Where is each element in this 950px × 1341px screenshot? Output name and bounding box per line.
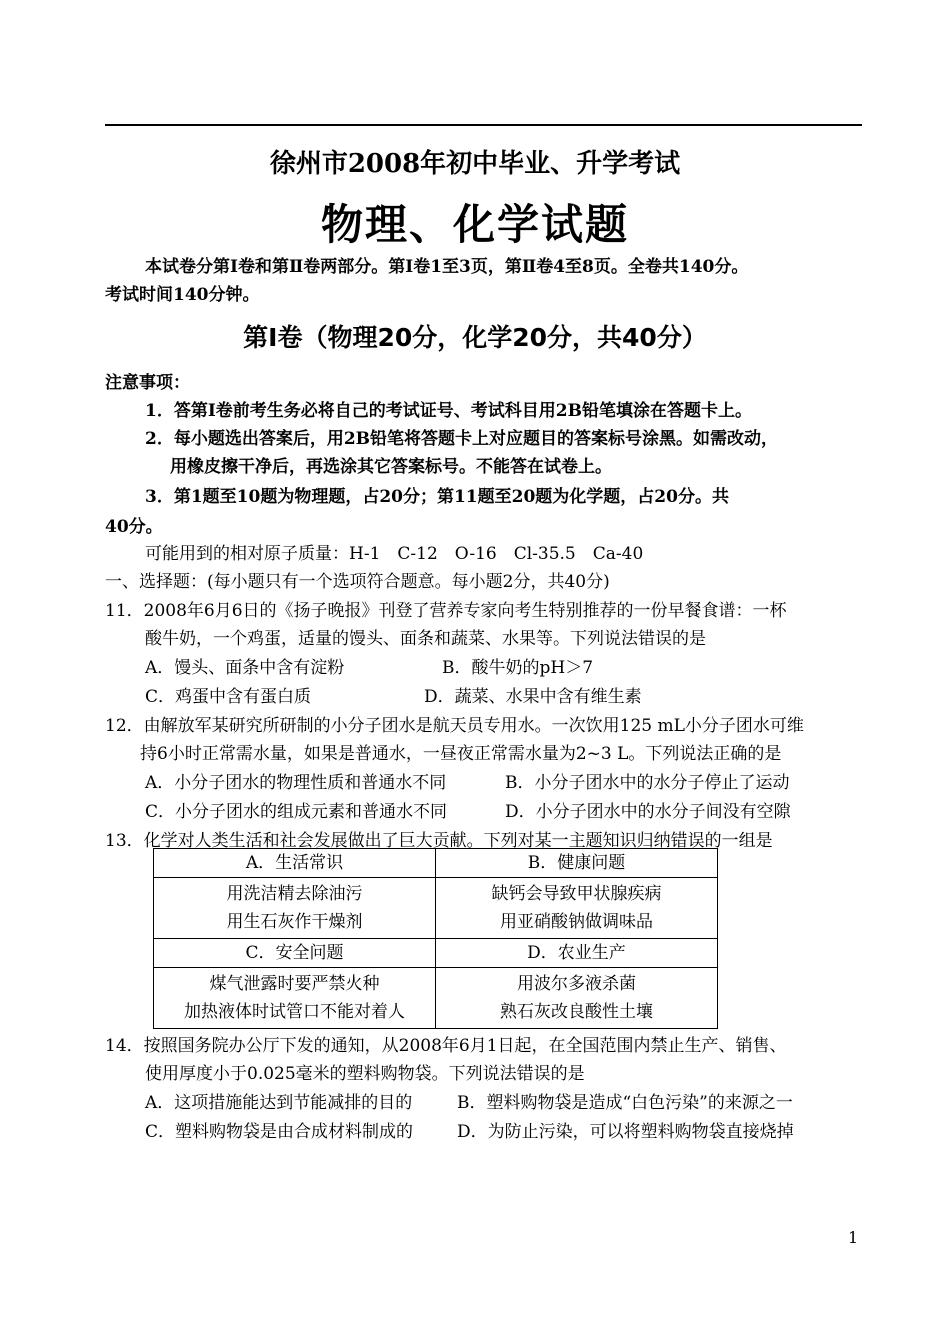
- q13-cell-d-head: D．农业生产: [436, 939, 718, 968]
- q13-cell-a-head: A．生活常识: [154, 849, 436, 878]
- q13-cell-b-head: B．健康问题: [436, 849, 718, 878]
- q13-d-item-1: 用波尔多液杀菌: [517, 974, 636, 994]
- q12-option-c: C．小分子团水的组成元素和普通水不同: [145, 802, 448, 822]
- q12-stem-line-1: 12．由解放军某研究所研制的小分子团水是航天员专用水。一次饮用125 mL小分子团水可维: [105, 716, 804, 736]
- page-number: 1: [848, 1228, 859, 1247]
- notice-item-2-cont: 用橡皮擦干净后，再选涂其它答案标号。不能答在试卷上。: [170, 457, 612, 477]
- exam-title: 徐州市2008年初中毕业、升学考试: [269, 149, 681, 179]
- notice-item-3-cont: 40分。: [105, 517, 163, 537]
- q11-stem-line-1: 11．2008年6月6日的《扬子晚报》刊登了营养专家向考生特别推荐的一份早餐食谱：一杯: [105, 601, 787, 621]
- q13-d-item-2: 熟石灰改良酸性土壤: [500, 1002, 653, 1022]
- q11-option-a: A．馒头、面条中含有淀粉: [145, 658, 345, 678]
- q14-option-b: B．塑料购物袋是造成“白色污染”的来源之一: [457, 1093, 793, 1113]
- q13-b-item-2: 用亚硝酸钠做调味品: [500, 912, 653, 932]
- notice-label: 注意事项：: [105, 373, 190, 393]
- atomic-mass-line: 可能用到的相对原子质量：H-1 C-12 O-16 Cl-35.5 Ca-40: [145, 544, 644, 564]
- q14-option-d: D．为防止污染，可以将塑料购物袋直接烧掉: [457, 1122, 794, 1142]
- part-heading: 一、选择题：(每小题只有一个选项符合题意。每小题2分，共40分): [105, 572, 610, 592]
- q13-a-item-2: 用生石灰作干燥剂: [226, 912, 363, 932]
- q12-option-a: A．小分子团水的物理性质和普通水不同: [145, 773, 447, 793]
- q14-stem-line-1: 14．按照国务院办公厅下发的通知，从2008年6月1日起，在全国范围内禁止生产、销售、: [105, 1036, 787, 1056]
- q14-stem-line-2: 使用厚度小于0.025毫米的塑料购物袋。下列说法错误的是: [145, 1064, 585, 1084]
- q13-a-item-1: 用洗洁精去除油污: [226, 884, 363, 904]
- q13-stem: 13．化学对人类生活和社会发展做出了巨大贡献。下列对某一主题知识归纳错误的一组是: [105, 831, 773, 851]
- intro-line-1: 本试卷分第Ⅰ卷和第Ⅱ卷两部分。第Ⅰ卷1至3页，第Ⅱ卷4至8页。全卷共140分。: [145, 257, 749, 277]
- q12-stem-line-2: 持6小时正常需水量，如果是普通水，一昼夜正常需水量为2~3 L。下列说法正确的是: [140, 744, 782, 764]
- section-title: 第Ⅰ卷（物理20分，化学20分，共40分）: [243, 323, 707, 352]
- notice-item-3: 3．第1题至10题为物理题，占20分；第11题至20题为化学题，占20分。共: [145, 487, 729, 507]
- q13-cell-b-body: [436, 878, 718, 939]
- q12-option-d: D．小分子团水中的水分子间没有空隙: [505, 802, 791, 822]
- q13-cell-c-head: C．安全问题: [154, 939, 436, 968]
- q13-c-item-2: 加热液体时试管口不能对着人: [184, 1002, 405, 1022]
- q11-option-d: D．蔬菜、水果中含有维生素: [424, 687, 642, 707]
- q11-option-c: C．鸡蛋中含有蛋白质: [145, 687, 312, 707]
- q13-cell-c-body: [154, 968, 436, 1029]
- q14-option-a: A．这项措施能达到节能减排的目的: [145, 1093, 413, 1113]
- q12-option-b: B．小分子团水中的水分子停止了运动: [505, 773, 790, 793]
- q13-cell-d-body: [436, 968, 718, 1029]
- q11-stem-line-2: 酸牛奶，一个鸡蛋，适量的馒头、面条和蔬菜、水果等。下列说法错误的是: [145, 629, 706, 649]
- q13-cell-a-body: [154, 878, 436, 939]
- header-rule: [105, 124, 862, 126]
- notice-item-1: 1．答第Ⅰ卷前考生务必将自己的考试证号、考试科目用2B铅笔填涂在答题卡上。: [145, 401, 752, 421]
- q11-option-b: B．酸牛奶的pH＞7: [442, 658, 594, 678]
- q14-option-c: C．塑料购物袋是由合成材料制成的: [145, 1122, 414, 1142]
- subject-title: 物理、化学试题: [320, 200, 629, 249]
- intro-line-2: 考试时间140分钟。: [105, 285, 260, 305]
- q13-table: [153, 848, 718, 1029]
- q13-c-item-1: 煤气泄露时要严禁火种: [209, 974, 380, 994]
- notice-item-2: 2．每小题选出答案后，用2B铅笔将答题卡上对应题目的答案标号涂黑。如需改动，: [145, 429, 779, 449]
- q13-b-item-1: 缺钙会导致甲状腺疾病: [491, 884, 662, 904]
